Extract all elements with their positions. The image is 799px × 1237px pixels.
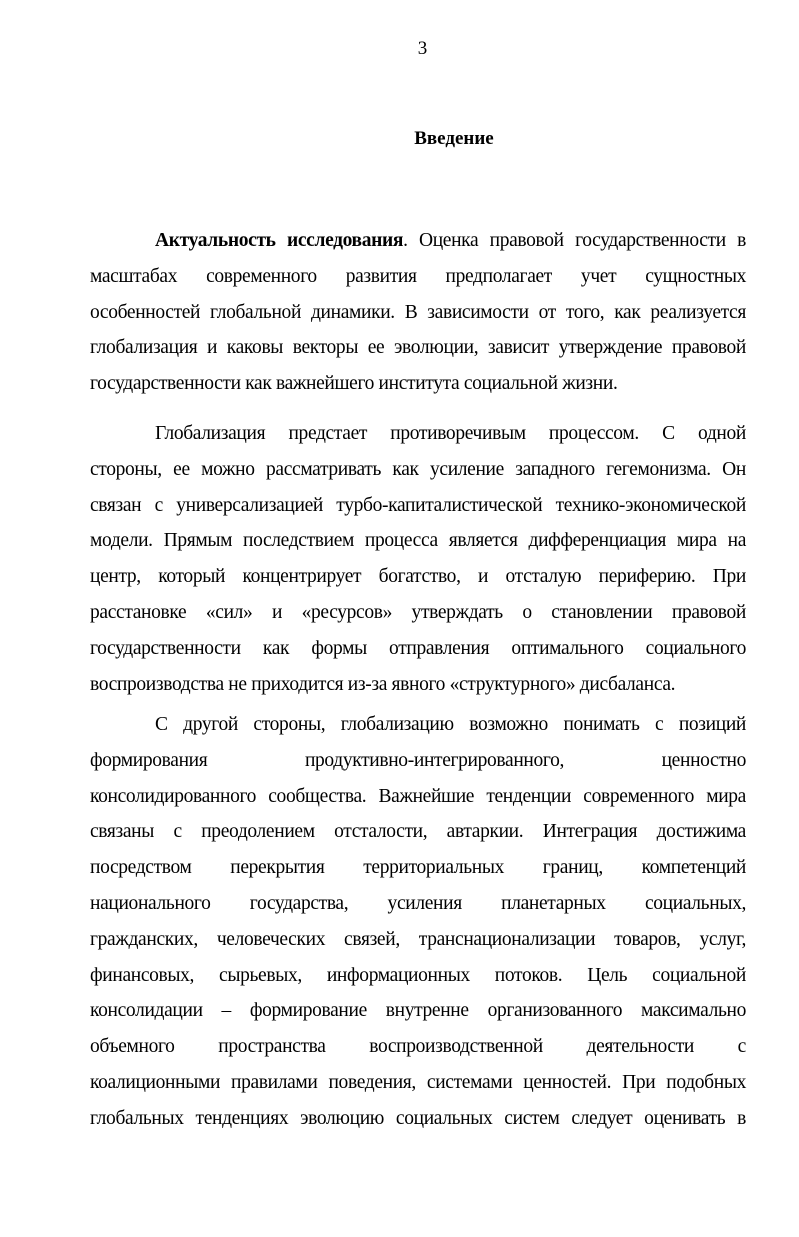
paragraph-line: государственности как важнейшего института социальной жизни. (90, 373, 618, 395)
paragraph-line: объемного пространства воспроизводственной деятельности с (90, 1036, 746, 1058)
paragraph-line: связан с универсализацией турбо-капиталистической технико-экономической (90, 494, 746, 516)
paragraph-line: С другой стороны, глобализацию возможно понимать с позиций (155, 714, 746, 735)
paragraph-line: посредством перекрытия территориальных границ, компетенций (90, 857, 746, 879)
paragraph-line: модели. Прямым последствием процесса является дифференциация мира на (90, 530, 746, 552)
paragraph-line: государственности как формы отправления оптимального социального (90, 637, 746, 659)
paragraph-line: стороны, ее можно рассматривать как усиление западного гегемонизма. Он (90, 458, 746, 480)
paragraph-line: расстановке «сил» и «ресурсов» утверждать о становлении правовой (90, 601, 746, 623)
paragraph-line: финансовых, сырьевых, информационных потоков. Цель социальной (90, 964, 746, 986)
paragraph-line: глобализация и каковы векторы ее эволюции, зависит утверждение правовой (90, 337, 746, 359)
page-number: 3 (417, 38, 428, 59)
paragraph-line: коалиционными правилами поведения, системами ценностей. При подобных (90, 1071, 746, 1093)
paragraph-relevance (90, 223, 746, 402)
paragraph-other-side (90, 707, 746, 1137)
paragraph-line: национального государства, усиления планетарных социальных, (90, 892, 746, 914)
section-heading: Введение (414, 128, 494, 149)
paragraph-globalization (90, 416, 746, 702)
relevance-lead: Актуальность исследования (155, 230, 404, 251)
paragraph-line: Глобализация предстает противоречивым процессом. С одной (155, 423, 746, 444)
paragraph-line: гражданских, человеческих связей, транснационализации товаров, услуг, (90, 928, 746, 950)
paragraph-line: связаны с преодолением отсталости, автаркии. Интеграция достижима (90, 821, 746, 843)
paragraph-line: формирования продуктивно-интегрированного, ценностно (90, 749, 746, 771)
paragraph-line: центр, который концентрирует богатство, и отсталую периферию. При (90, 566, 746, 588)
paragraph-line: консолидированного сообщества. Важнейшие тенденции современного мира (90, 785, 746, 807)
paragraph-line: воспроизводства не приходится из-за явного «структурного» дисбаланса. (90, 673, 676, 695)
paragraph-line: консолидации – формирование внутренне организованного максимально (90, 1000, 746, 1022)
paragraph-line: Актуальность исследования. Оценка правовой государственности в (155, 230, 746, 251)
paragraph-line: масштабах современного развития предполагает учет сущностных (90, 265, 746, 287)
paragraph-line: особенностей глобальной динамики. В зависимости от того, как реализуется (90, 301, 746, 323)
paragraph-line: глобальных тенденциях эволюцию социальных систем следует оценивать в (90, 1107, 746, 1129)
